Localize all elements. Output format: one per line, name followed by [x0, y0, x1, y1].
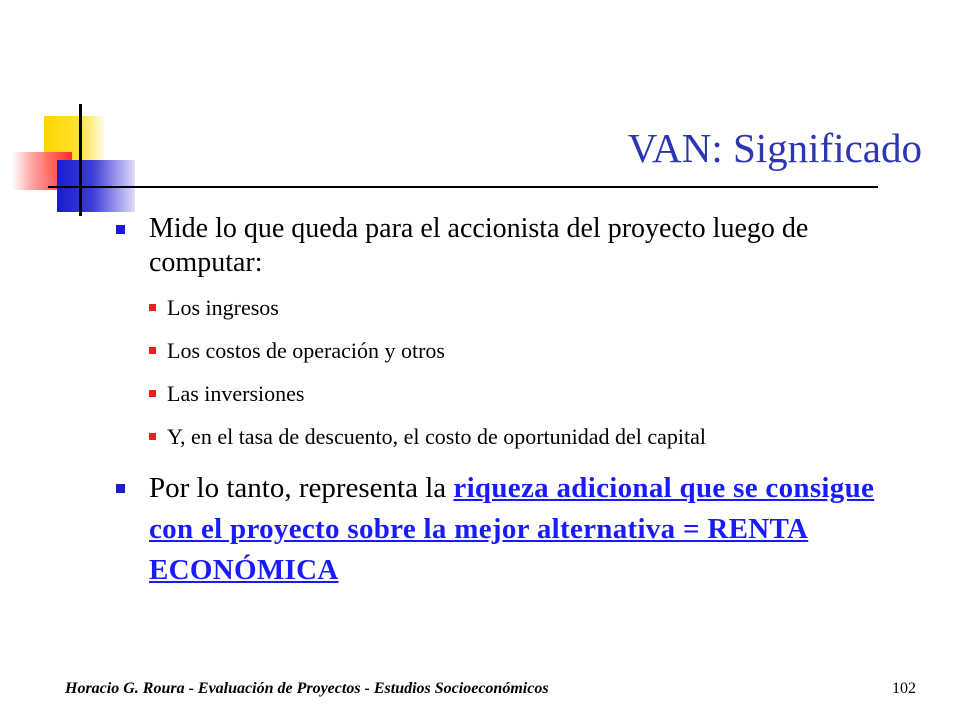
page-number: 102 — [892, 680, 916, 697]
square-bullet-icon — [149, 347, 156, 354]
slide-title: VAN: Significado — [627, 125, 922, 171]
sub-bullet-item — [116, 380, 906, 407]
sub-bullet-text: Las inversiones — [167, 381, 305, 406]
square-bullet-icon — [149, 390, 156, 397]
square-bullet-icon — [149, 433, 156, 440]
square-bullet-icon — [149, 304, 156, 311]
bullet-item — [116, 212, 906, 280]
vertical-line — [79, 104, 82, 216]
slide-content — [116, 212, 906, 591]
title-divider-line — [48, 186, 878, 188]
sub-bullet-item — [116, 423, 906, 450]
sub-bullet-text: Los ingresos — [167, 295, 279, 320]
sub-bullet-item — [116, 294, 906, 321]
decorative-logo — [0, 0, 140, 220]
bullet-text: Por lo tanto, representa la — [149, 472, 454, 504]
sub-bullet-item — [116, 337, 906, 364]
sub-bullet-text: Los costos de operación y otros — [167, 338, 445, 363]
square-bullet-icon — [116, 225, 125, 234]
economic-rent-link[interactable]: riqueza adicional que se consigue con el proyecto sobre la mejor alternativa = RENTA ECONÓMICA — [149, 472, 875, 586]
square-bullet-icon — [116, 484, 125, 493]
bullet-text: Mide lo que queda para el accionista del proyecto luego de computar: — [149, 213, 809, 278]
bullet-item — [116, 468, 906, 591]
sub-bullet-text: Y, en el tasa de descuento, el costo de oportunidad del capital — [167, 424, 707, 449]
footer-text: Horacio G. Roura - Evaluación de Proyectos - Estudios Socioeconómicos — [65, 680, 549, 697]
